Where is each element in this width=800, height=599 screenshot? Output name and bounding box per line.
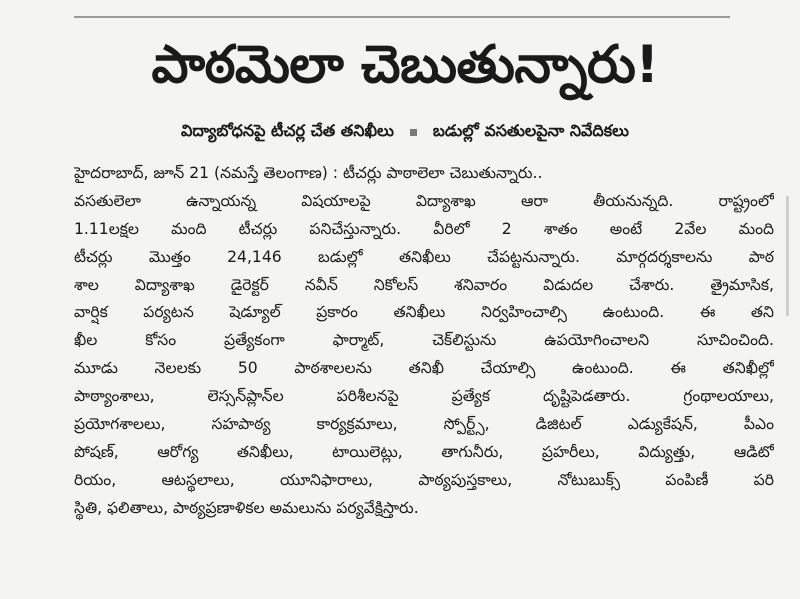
body-line: మూడు నెలలకు 50 పాఠశాలలను తనిఖీ చేయాల్సి ఉంటుంది. ఈ తనిఖీల్లో: [74, 359, 774, 378]
subhead-2: బడుల్లో వసతులపైనా నివేదికలు: [432, 120, 629, 140]
body-line: శాల విద్యాశాఖ డైరెక్టర్ నవీన్ నికోలస్ శనివారం విడుదల చేశారు. త్రైమాసిక,: [74, 275, 774, 294]
body-line: వసతులెలా ఉన్నాయన్న విషయాలపై విద్యాశాఖ ఆరా తీయనున్నది. రాష్ట్రంలో: [74, 191, 774, 210]
body-line: పాఠ్యాంశాలు, లెస్సన్‌ప్లాన్‌ల పరిశీలనపై ప్రత్యేక దృష్టిపెడతారు. గ్రంథాలయాలు,: [74, 387, 774, 406]
body-line: వార్షిక పర్యటన షెడ్యూల్ ప్రకారం తనిఖీలు నిర్వహించాల్సి ఉంటుంది. ఈ తని: [74, 303, 774, 322]
subhead-row: [70, 117, 740, 147]
top-rule: [74, 16, 730, 18]
body-line: ఖీల కోసం ప్రత్యేకంగా ఫార్మాట్, చెక్‌లిస్టును ఉపయోగించాలని సూచించింది.: [74, 331, 774, 350]
subhead-1: విద్యాబోధనపై టీచర్ల చేత తనిఖీలు: [181, 120, 394, 140]
column-edge-mark: [786, 196, 789, 316]
article-body: [74, 160, 774, 523]
body-line: పోషణ్, ఆరోగ్య తనిఖీలు, టాయిలెట్లు, తాగునీరు, ప్రహరీలు, విద్యుత్తు, ఆడిటో: [74, 442, 774, 461]
body-line: రియం, ఆటస్థలాలు, యూనిఫారాలు, పాఠ్యపుస్తకాలు, నోటుబుక్స్ పంపిణీ పరి: [74, 470, 774, 489]
body-line: స్థితి, ఫలితాలు, పాఠ్యప్రణాళికల అమలును పర్యవేక్షిస్తారు.: [74, 498, 419, 517]
body-line: ప్రయోగశాలలు, సహపాఠ్య కార్యక్రమాలు, స్పోర్ట్స్, డిజిటల్ ఎడ్యుకేషన్, పీఎం: [74, 415, 774, 434]
headline: పాఠమెలా చెబుతున్నారు!: [151, 35, 659, 95]
body-line: హైదరాబాద్, జూన్ 21 (నమస్తే తెలంగాణ) : టీచర్లు పాఠాలెలా చెబుతున్నారు..: [74, 164, 543, 182]
body-line: 1.11లక్షల మంది టీచర్లు పనిచేస్తున్నారు. వీరిలో 2 శాతం అంటే 2వేల మంది: [74, 219, 774, 238]
body-line: టీచర్లు మొత్తం 24,146 బడుల్లో తనిఖీలు చేపట్టనున్నారు. మార్గదర్శకాలను పాఠ: [74, 247, 774, 266]
square-bullet-icon: [410, 129, 417, 136]
